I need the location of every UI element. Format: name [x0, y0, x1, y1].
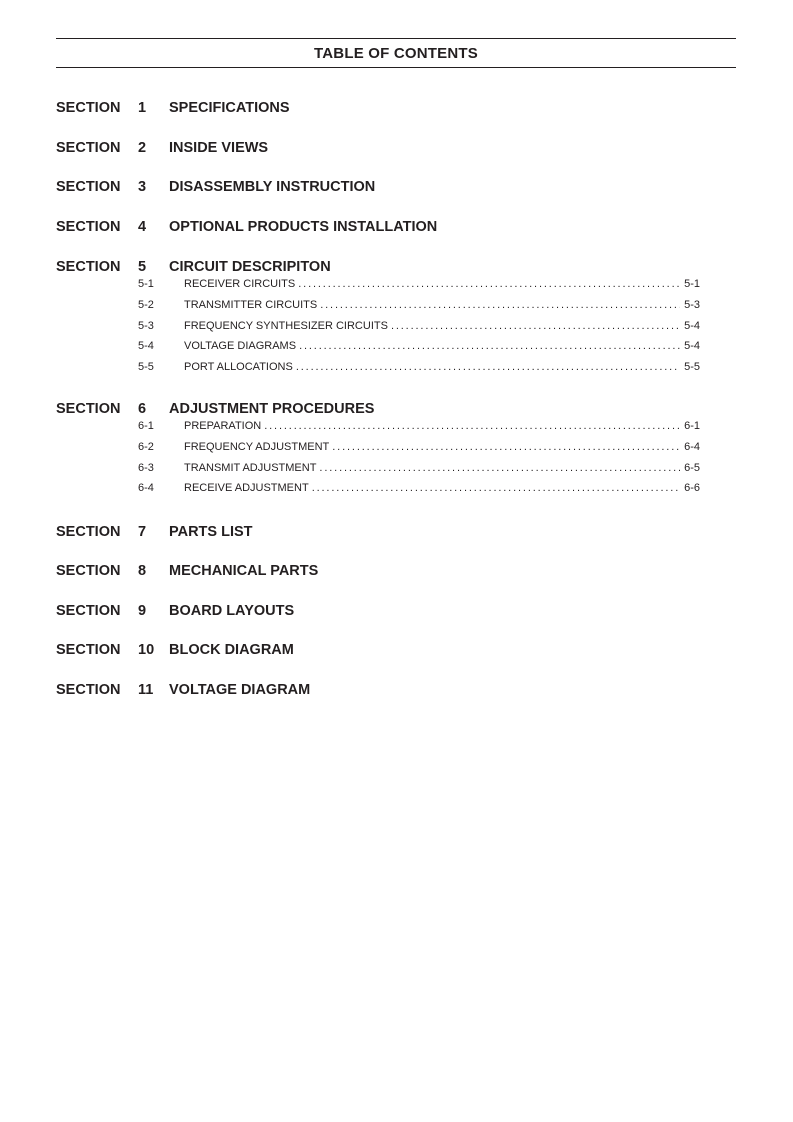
subsection-line	[184, 482, 700, 494]
dot-leader	[296, 361, 680, 373]
section-title: VOLTAGE DIAGRAM	[169, 682, 311, 698]
subsection-number: 6-2	[138, 440, 154, 453]
section-label: SECTION	[56, 100, 121, 116]
dot-leader	[312, 482, 680, 494]
toc-section-heading[interactable]	[56, 642, 736, 662]
subsection-line	[184, 462, 700, 474]
dot-leader	[264, 420, 680, 432]
subsection-page-number: 5-4	[684, 319, 700, 332]
toc-section[interactable]	[56, 642, 736, 662]
section-label: SECTION	[56, 563, 121, 579]
section-number: 2	[138, 140, 147, 156]
toc-section-heading[interactable]	[56, 140, 736, 160]
subsection-line	[184, 361, 700, 373]
toc-subsection-row[interactable]	[56, 361, 736, 382]
subsection-title: PORT ALLOCATIONS	[184, 361, 293, 374]
toc-subsection-row[interactable]	[56, 420, 736, 441]
toc-section[interactable]	[56, 563, 736, 583]
section-label: SECTION	[56, 401, 121, 417]
subsection-number: 6-1	[138, 420, 154, 432]
toc-section-heading[interactable]	[56, 682, 736, 702]
section-number: 10	[138, 642, 155, 658]
section-title: CIRCUIT DESCRIPITON	[169, 259, 331, 275]
subsection-title: FREQUENCY ADJUSTMENT	[184, 440, 330, 453]
toc-section[interactable]	[56, 259, 736, 382]
toc-section[interactable]	[56, 401, 736, 503]
section-number: 6	[138, 401, 147, 417]
subsection-title: RECEIVER CIRCUITS	[184, 278, 296, 290]
section-title: PARTS LIST	[169, 524, 253, 540]
subsection-page-number: 6-1	[684, 420, 700, 432]
dot-leader	[391, 320, 680, 332]
subsection-line	[184, 299, 700, 311]
subsection-number: 5-4	[138, 340, 154, 353]
subsection-page-number: 5-4	[684, 340, 700, 353]
section-title: INSIDE VIEWS	[169, 140, 269, 156]
section-label: SECTION	[56, 179, 121, 195]
toc-section[interactable]	[56, 140, 736, 160]
toc-section[interactable]	[56, 219, 736, 239]
toc-subsection-row[interactable]	[56, 278, 736, 299]
toc-section-heading[interactable]	[56, 259, 736, 279]
subsection-title: TRANSMITTER CIRCUITS	[184, 298, 318, 311]
subsection-page-number: 6-4	[684, 440, 700, 453]
section-label: SECTION	[56, 524, 121, 540]
toc-section-heading[interactable]	[56, 219, 736, 239]
dot-leader	[298, 278, 680, 290]
toc-subsection-row[interactable]	[56, 299, 736, 320]
subsection-line	[184, 340, 700, 352]
section-number: 7	[138, 524, 147, 540]
toc-subsection-row[interactable]	[56, 441, 736, 462]
toc-section-heading[interactable]	[56, 524, 736, 544]
dot-leader	[319, 462, 680, 474]
section-number: 8	[138, 563, 147, 579]
section-label: SECTION	[56, 642, 121, 658]
toc-section[interactable]	[56, 682, 736, 702]
section-label: SECTION	[56, 603, 121, 619]
section-title: MECHANICAL PARTS	[169, 563, 319, 579]
subsection-title: VOLTAGE DIAGRAMS	[184, 340, 297, 353]
toc-section[interactable]	[56, 524, 736, 544]
section-number: 3	[138, 179, 147, 195]
subsection-line	[184, 320, 700, 332]
subsection-number: 6-3	[138, 461, 154, 474]
subsection-title: FREQUENCY SYNTHESIZER CIRCUITS	[184, 319, 388, 332]
section-label: SECTION	[56, 259, 121, 275]
toc-section[interactable]	[56, 100, 736, 120]
subsection-page-number: 6-6	[684, 482, 700, 495]
section-number: 9	[138, 603, 147, 619]
section-number: 11	[138, 682, 154, 698]
section-title: BLOCK DIAGRAM	[169, 642, 294, 658]
subsection-line	[184, 420, 700, 432]
toc-section-heading[interactable]	[56, 401, 736, 421]
toc-subsection-list	[56, 278, 736, 382]
toc-section-heading[interactable]	[56, 563, 736, 583]
toc-subsection-row[interactable]	[56, 340, 736, 361]
section-number: 5	[138, 259, 147, 275]
dot-leader	[299, 340, 680, 352]
section-label: SECTION	[56, 140, 121, 156]
subsection-page-number: 5-5	[684, 361, 700, 374]
subsection-title: RECEIVE ADJUSTMENT	[184, 482, 309, 495]
subsection-number: 5-3	[138, 319, 154, 332]
section-label: SECTION	[56, 219, 121, 235]
toc-subsection-list	[56, 420, 736, 503]
toc-section-heading[interactable]	[56, 179, 736, 199]
page-title: TABLE OF CONTENTS	[314, 45, 478, 62]
section-label: SECTION	[56, 682, 121, 698]
dot-leader	[320, 299, 680, 311]
subsection-line	[184, 278, 700, 290]
toc-subsection-row[interactable]	[56, 462, 736, 483]
header-rule-bottom	[56, 67, 736, 68]
header-rule-top	[56, 38, 736, 39]
subsection-page-number: 6-5	[684, 461, 700, 474]
subsection-number: 5-2	[138, 298, 154, 311]
toc-subsection-row[interactable]	[56, 320, 736, 341]
subsection-number: 5-5	[138, 361, 154, 374]
subsection-page-number: 5-1	[684, 278, 700, 290]
section-title: ADJUSTMENT PROCEDURES	[169, 401, 375, 417]
subsection-line	[184, 441, 700, 453]
section-number: 1	[138, 100, 147, 116]
section-title: SPECIFICATIONS	[169, 100, 290, 116]
dot-leader	[332, 441, 680, 453]
section-number: 4	[138, 219, 147, 235]
section-title: OPTIONAL PRODUCTS INSTALLATION	[169, 219, 438, 235]
toc-section[interactable]	[56, 603, 736, 623]
subsection-number: 6-4	[138, 482, 154, 495]
subsection-title: PREPARATION	[184, 420, 262, 432]
toc-section-heading[interactable]	[56, 603, 736, 623]
subsection-number: 5-1	[138, 278, 154, 290]
subsection-page-number: 5-3	[684, 298, 700, 311]
toc-section-heading[interactable]	[56, 100, 736, 120]
toc-subsection-row[interactable]	[56, 482, 736, 503]
toc-section[interactable]	[56, 179, 736, 199]
section-title: DISASSEMBLY INSTRUCTION	[169, 179, 376, 195]
section-title: BOARD LAYOUTS	[169, 603, 295, 619]
subsection-title: TRANSMIT ADJUSTMENT	[184, 461, 317, 474]
